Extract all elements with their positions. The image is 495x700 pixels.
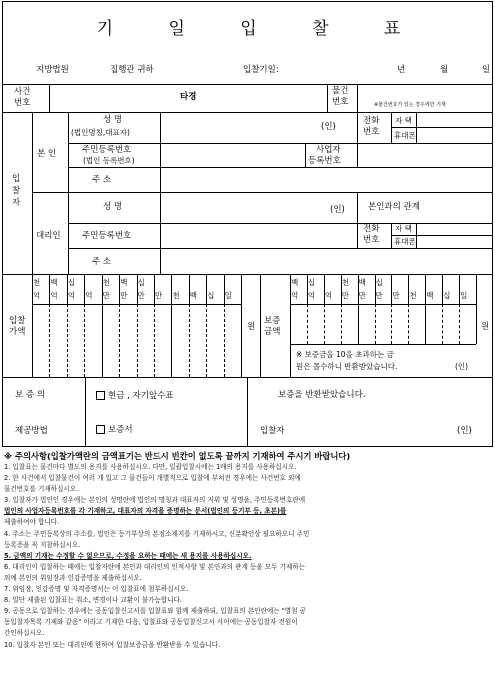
- note-line-4: 법인의 사업자등록번호를 각 기재하고, 대표자의 자격을 증명하는 문서(법인의 등기부 등, 초본)를: [4, 507, 287, 516]
- case-label-2: 번호: [14, 98, 31, 108]
- bid-digit-divider: [224, 304, 225, 377]
- deposit-unit-bottom-2: 억: [324, 291, 333, 300]
- item-note: ※물건번호가 있는 경우에만 기재: [374, 102, 446, 108]
- note-line-5: 제출하여야 합니다.: [4, 518, 60, 527]
- deposit-method-label-2: 제공방법: [15, 426, 48, 436]
- principal-mobile-label: 휴대폰: [394, 131, 416, 140]
- principal-phone-label-1: 전화: [363, 116, 380, 126]
- agent-id-label: 주민등록번호: [82, 231, 132, 241]
- deposit-amount-label-1: 보증: [264, 316, 281, 326]
- principal-id-label: 주민등록번호: [82, 145, 132, 155]
- bid-header-divider: [171, 274, 172, 304]
- bid-header-divider: [119, 274, 120, 304]
- item-label-2: 번호: [332, 97, 349, 107]
- month-label: 월: [440, 65, 449, 75]
- agent-phone-label-1: 전화: [363, 224, 380, 234]
- principal-label: 본 인: [37, 149, 57, 159]
- bid-digit-divider: [119, 304, 120, 377]
- principal-id-field[interactable]: [161, 144, 304, 166]
- deposit-digit-divider: [425, 304, 426, 344]
- bid-unit-bottom-0: 억: [33, 291, 41, 300]
- bid-date-label: 입찰기일:: [243, 65, 279, 75]
- bid-digit-divider: [102, 304, 103, 377]
- principal-name-field[interactable]: [161, 113, 311, 142]
- agent-seal: (인): [330, 205, 345, 215]
- agent-phone-label-2: 번호: [363, 235, 380, 245]
- note-line-13: 9. 공동으로 입찰하는 경우에는 공동입찰신고서를 입찰표와 함께 제출하되, 입찰표의 본인란에는 "별첨 공: [4, 607, 306, 616]
- bid-unit-bottom-4: 만: [102, 291, 110, 300]
- deposit-digit-divider: [459, 304, 460, 344]
- deposit-header-divider: [391, 274, 392, 304]
- bid-amount-label-2: 가액: [9, 327, 26, 337]
- deposit-returned-text: 보증을 반환받았습니다.: [278, 390, 366, 400]
- agent-id-field[interactable]: [161, 224, 356, 247]
- agent-relation-label: 본인과의 관계: [368, 202, 420, 212]
- deposit-digit-divider: [391, 304, 392, 344]
- note-line-3: 3. 입찰자가 법인인 경우에는 본인의 성명란에 법인의 명칭과 대표자의 지위 및 성명을, 주민등록번호란에: [4, 496, 306, 505]
- principal-phone-label-2: 번호: [363, 127, 380, 137]
- bid-header-divider: [84, 274, 85, 304]
- deposit-unit-top-5: 십: [375, 278, 383, 287]
- deposit-note-seal: (인): [455, 362, 469, 371]
- cash-checkbox[interactable]: [96, 391, 105, 400]
- deposit-digit-divider: [307, 304, 308, 344]
- bid-header-divider: [49, 274, 50, 304]
- principal-biz-label-2: 등록번호: [308, 156, 341, 166]
- deposit-note-2: 원은 몰수하니 반환받았습니다.: [296, 362, 398, 371]
- deposit-header-divider: [425, 274, 426, 304]
- bid-unit-top-0: 천: [33, 278, 41, 287]
- item-label-1: 물건: [332, 86, 349, 96]
- bid-amount-label-1: 입찰: [9, 316, 26, 326]
- bid-digit-divider: [154, 304, 155, 377]
- agent-name-field[interactable]: [161, 193, 311, 222]
- notes-section: [4, 451, 492, 651]
- guarantee-option-label: 보증서: [108, 425, 133, 435]
- deposit-digit-divider: [341, 304, 342, 344]
- deposit-method-label-1: 보 증 의: [15, 390, 46, 400]
- principal-biz-field[interactable]: [358, 144, 491, 166]
- bid-digit-divider: [67, 304, 68, 377]
- bid-digit-divider: [137, 304, 138, 377]
- cash-option-label: 현금 , 자기앞수표: [108, 391, 174, 401]
- bid-unit-bottom-8: 천: [172, 291, 180, 300]
- bid-digit-divider: [49, 304, 50, 377]
- deposit-unit-top-3: 천: [341, 278, 349, 287]
- bidder-sign-seal: (인): [457, 426, 472, 436]
- principal-biz-label-1: 사업자: [316, 145, 341, 155]
- bid-digit-divider: [189, 304, 190, 377]
- deposit-digit-divider: [358, 304, 359, 344]
- note-line-11: 7. 위임장, 인감증명 및 자격증명서는 이 입찰표에 첨부하십시오.: [4, 585, 189, 594]
- bid-header-divider: [189, 274, 190, 304]
- deposit-header-divider: [408, 274, 409, 304]
- bid-digit-divider: [171, 304, 172, 377]
- bid-header-divider: [224, 274, 225, 304]
- agent-name-label: 성 명: [103, 202, 123, 212]
- court-label: 지방법원: [36, 65, 69, 75]
- principal-seal: (인): [321, 122, 336, 132]
- bidder-label-2: 찰: [12, 186, 21, 196]
- deposit-header-divider: [442, 274, 443, 304]
- deposit-header-divider: [358, 274, 359, 304]
- bid-header-divider: [67, 274, 68, 304]
- principal-name-sub: (법인명칭,대표자): [71, 128, 130, 137]
- deposit-unit-top-4: 백: [358, 278, 366, 287]
- deposit-header-divider: [459, 274, 460, 304]
- note-line-15: 간인하십시오.: [4, 629, 45, 638]
- bid-unit-top-4: 천: [102, 278, 110, 287]
- bid-header-divider: [102, 274, 103, 304]
- bid-digit-divider: [206, 304, 207, 377]
- officer-label: 집행관 귀하: [110, 65, 154, 75]
- note-line-0: 1. 입찰표는 물건마다 별도의 용지를 사용하십시오. 다만, 일괄입찰시에는 1매의 용지를 사용하십시오.: [4, 463, 297, 471]
- deposit-digit-divider: [324, 304, 325, 344]
- bid-header-divider: [206, 274, 207, 304]
- deposit-unit-bottom-3: 만: [341, 291, 349, 300]
- bid-unit-bottom-9: 백: [189, 291, 197, 300]
- bid-unit-top-5: 백: [120, 278, 128, 287]
- bid-unit-top-2: 십: [67, 278, 76, 287]
- deposit-unit-bottom-5: 만: [375, 291, 383, 300]
- bid-unit-bottom-7: 만: [154, 291, 163, 300]
- deposit-unit-bottom-9: 십: [443, 291, 451, 300]
- deposit-amount-label-2: 금액: [264, 327, 281, 337]
- deposit-unit-bottom-1: 억: [307, 291, 316, 300]
- bid-unit-bottom-11: 일: [224, 291, 232, 300]
- bid-header-divider: [154, 274, 155, 304]
- agent-label: 대리인: [36, 231, 61, 241]
- deposit-unit-bottom-0: 억: [291, 291, 299, 300]
- bid-header-divider: [137, 274, 138, 304]
- notes-list: [4, 462, 492, 651]
- bid-unit-bottom-5: 만: [120, 291, 128, 300]
- bidder-label-1: 입: [12, 174, 21, 184]
- bidder-sign-label: 입찰자: [260, 426, 285, 436]
- deposit-unit-bottom-4: 만: [358, 291, 366, 300]
- bid-unit-top-6: 십: [137, 278, 145, 287]
- principal-home-label: 자 택: [395, 116, 412, 125]
- deposit-header-divider: [341, 274, 342, 304]
- deposit-unit-bottom-10: 일: [460, 291, 468, 300]
- bid-unit-bottom-1: 억: [50, 291, 58, 300]
- case-number-field[interactable]: 타경: [180, 92, 197, 102]
- form-title: 기 일 입 찰 표: [96, 19, 426, 39]
- bid-form-table: [2, 1, 493, 447]
- deposit-unit-top-0: 백: [291, 278, 299, 287]
- deposit-header-divider: [375, 274, 376, 304]
- bid-won-label: 원: [247, 322, 256, 332]
- agent-home-label: 자 택: [395, 224, 412, 233]
- deposit-unit-bottom-8: 백: [426, 291, 434, 300]
- note-line-7: 등록증을 꼭 지참하십시오.: [4, 540, 81, 549]
- note-line-10: 외에 본인의 위임장과 인감증명을 제출하십시오.: [4, 573, 142, 582]
- note-line-14: 동입찰자목록 기재와 같음" 이라고 기재한 다음, 입찰표와 공동입찰신고서 사이에는 공동입찰자 전원이: [4, 618, 298, 627]
- bid-unit-top-1: 백: [50, 278, 58, 287]
- deposit-unit-bottom-6: 만: [392, 291, 400, 300]
- deposit-won-label: 원: [481, 322, 490, 332]
- agent-address-field[interactable]: [161, 249, 491, 273]
- deposit-digit-divider: [375, 304, 376, 344]
- day-label: 일: [482, 65, 491, 75]
- principal-address-field[interactable]: [161, 168, 491, 191]
- principal-address-label: 주 소: [92, 175, 112, 185]
- notes-heading: ※ 주의사항(입찰가액란의 금액표기는 반드시 빈칸이 없도록 끝까지 기재하여 주시기 바랍니다): [4, 451, 351, 461]
- note-line-8: 5. 금액의 기재는 수정할 수 없으므로, 수정을 요하는 때에는 새 용지를 사용하십시오.: [4, 551, 252, 560]
- case-label-1: 사건: [14, 87, 31, 97]
- note-line-12: 8. 일단 제출된 입찰표는 취소, 변경이나 교환이 불가능합니다.: [4, 596, 183, 605]
- bidder-label-3: 자: [12, 198, 21, 208]
- note-line-2: 물건번호를 기재하십시오.: [4, 485, 79, 494]
- deposit-digit-divider: [408, 304, 409, 344]
- bid-digit-divider: [84, 304, 85, 377]
- agent-mobile-label: 휴대폰: [394, 237, 416, 246]
- note-line-16: 10. 입찰자 본인 또는 대리인에 한하여 입찰보증금을 반환받을 수 있습니다.: [4, 640, 221, 649]
- principal-name-label: 성 명: [103, 115, 123, 125]
- bid-unit-bottom-6: 만: [137, 291, 145, 300]
- deposit-unit-top-1: 십: [307, 278, 316, 287]
- deposit-header-divider: [307, 274, 308, 304]
- principal-id-sub: (법인 등록번호): [83, 156, 135, 165]
- guarantee-checkbox[interactable]: [96, 425, 105, 434]
- bid-unit-bottom-2: 억: [67, 291, 76, 300]
- note-line-6: 4. 주소는 주민등록상의 주소를, 법인은 등기부상의 본점소재지를 기재하시고, 신분확인상 필요하오니 주민: [4, 529, 310, 538]
- deposit-unit-bottom-7: 천: [409, 291, 417, 300]
- bid-unit-bottom-10: 십: [207, 291, 215, 300]
- deposit-digit-divider: [442, 304, 443, 344]
- bid-unit-bottom-3: 억: [85, 291, 93, 300]
- note-line-1: 2. 한 사건에서 입찰물건이 여러 개 있고 그 물건들이 개별적으로 입찰에 부쳐진 경우에는 사건번호 외에: [4, 474, 301, 483]
- deposit-note-1: ※ 보증금을 10을 초과하는 금: [296, 350, 394, 359]
- agent-address-label: 주 소: [92, 257, 112, 267]
- deposit-header-divider: [324, 274, 325, 304]
- note-line-9: 6. 대리인이 입찰하는 때에는 입찰자란에 본인과 대리인의 인적사항 및 본인과의 관계 등을 모두 기재하는: [4, 562, 306, 571]
- year-label: 년: [397, 65, 406, 75]
